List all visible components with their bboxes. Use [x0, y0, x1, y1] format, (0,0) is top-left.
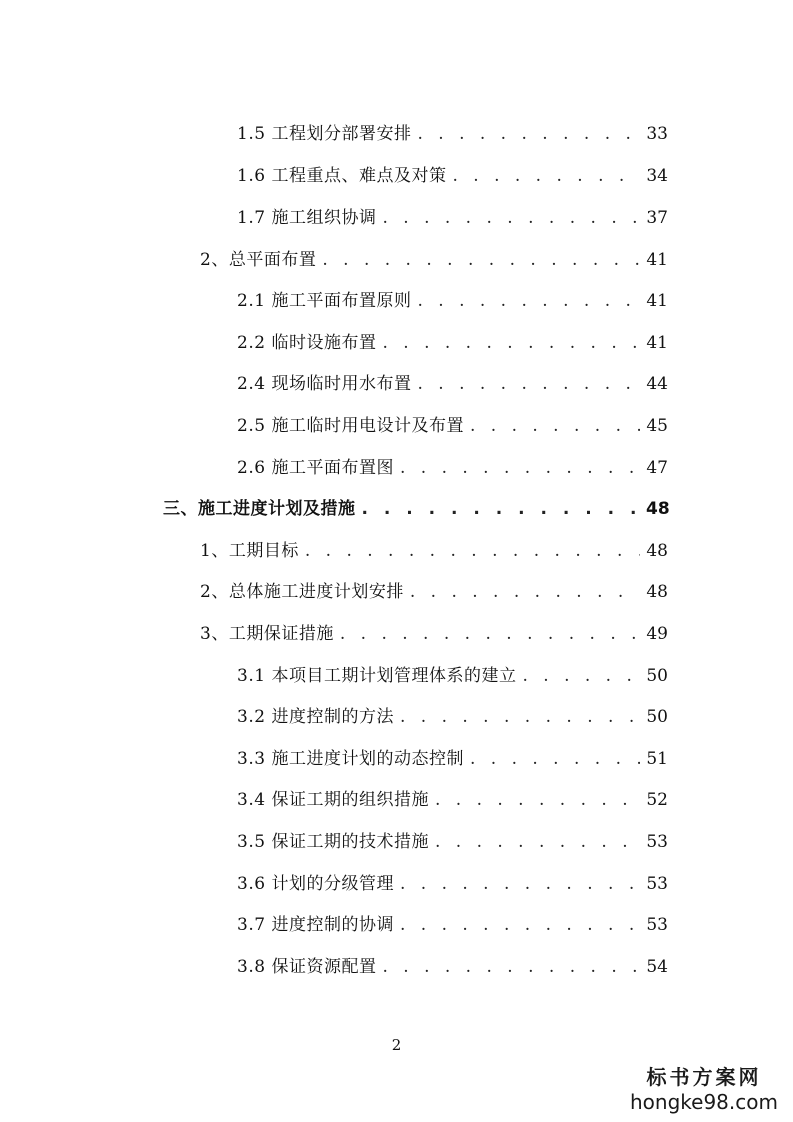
toc-dot-leader — [470, 411, 640, 441]
toc-entry-page: 50 — [646, 707, 668, 727]
toc-entry-page: 49 — [646, 624, 668, 644]
toc-entry-title: 3.6 计划的分级管理 — [237, 874, 394, 894]
toc-entry-page: 53 — [646, 832, 668, 852]
toc-entry-title: 3.3 施工进度计划的动态控制 — [237, 749, 464, 769]
toc-entry — [237, 952, 668, 982]
toc-entry-page: 53 — [646, 874, 668, 894]
toc-entry — [237, 910, 668, 940]
toc-entry-title: 2.4 现场临时用水布置 — [237, 374, 412, 394]
toc-dot-leader — [452, 161, 640, 191]
toc-entry — [237, 744, 668, 774]
toc-entry-page: 41 — [646, 250, 668, 270]
toc-entry — [237, 785, 668, 815]
toc-entry — [237, 161, 668, 191]
toc-entry-title: 2.6 施工平面布置图 — [237, 458, 394, 478]
toc-entry — [237, 203, 668, 233]
toc-entry-title: 1.6 工程重点、难点及对策 — [237, 166, 447, 186]
toc-dot-leader — [400, 453, 640, 483]
toc-entry-page: 53 — [646, 915, 668, 935]
watermark-chinese-text: 标书方案网 — [646, 1065, 762, 1089]
toc-entry-page: 44 — [646, 374, 668, 394]
toc-entry-title: 3.1 本项目工期计划管理体系的建立 — [237, 666, 517, 686]
toc-entry — [237, 411, 668, 441]
toc-entry-title: 2、总平面布置 — [200, 250, 317, 270]
toc-entry — [237, 369, 668, 399]
toc-entry — [200, 577, 668, 607]
toc-entry-title: 1、工期目标 — [200, 541, 299, 561]
toc-dot-leader — [382, 203, 640, 233]
toc-dot-leader — [435, 827, 640, 857]
toc-entry-title: 3.4 保证工期的组织措施 — [237, 790, 429, 810]
toc-entry-page: 34 — [646, 166, 668, 186]
toc-entry-page: 48 — [646, 541, 668, 561]
toc-entry-title: 2.1 施工平面布置原则 — [237, 291, 412, 311]
toc-dot-leader — [417, 369, 640, 399]
toc-entry — [200, 245, 668, 275]
toc-dot-leader — [340, 619, 640, 649]
toc-dot-leader — [400, 702, 640, 732]
toc-entry-title: 3.5 保证工期的技术措施 — [237, 832, 429, 852]
toc-entry-page: 48 — [646, 499, 670, 519]
toc-dot-leader — [322, 245, 640, 275]
toc-entry — [237, 453, 668, 483]
toc-entry — [237, 702, 668, 732]
toc-entry-title: 3.7 进度控制的协调 — [237, 915, 394, 935]
toc-entry — [200, 536, 668, 566]
toc-dot-leader — [400, 910, 640, 940]
toc-entry-page: 48 — [646, 582, 668, 602]
toc-dot-leader — [417, 119, 640, 149]
toc-entry-title: 2、总体施工进度计划安排 — [200, 582, 404, 602]
toc-dot-leader — [382, 328, 640, 358]
toc-dot-leader — [470, 744, 640, 774]
toc-entry-title: 1.5 工程划分部署安排 — [237, 124, 412, 144]
toc-entry — [237, 328, 668, 358]
toc-entry-page: 33 — [646, 124, 668, 144]
toc-entry-title: 2.2 临时设施布置 — [237, 333, 377, 353]
toc-entry-page: 54 — [646, 957, 668, 977]
toc-entry — [237, 119, 668, 149]
toc-entry — [237, 869, 668, 899]
toc-entry-title: 2.5 施工临时用电设计及布置 — [237, 416, 464, 436]
watermark-logo — [629, 1064, 779, 1114]
toc-entry-title: 1.7 施工组织协调 — [237, 208, 377, 228]
watermark-url-text: hongke98.com — [630, 1090, 778, 1114]
toc-dot-leader — [410, 577, 640, 607]
toc-entry — [237, 286, 668, 316]
toc-dot-leader — [305, 536, 640, 566]
toc-entry — [237, 661, 668, 691]
page-number: 2 — [391, 1036, 402, 1054]
toc-entry-page: 47 — [646, 458, 668, 478]
toc-chapter-entry — [163, 494, 668, 524]
toc-entry-page: 45 — [646, 416, 668, 436]
toc-entry-title: 三、施工进度计划及措施 — [163, 499, 356, 519]
toc-dot-leader — [435, 785, 640, 815]
toc-entry-page: 41 — [646, 291, 668, 311]
toc-entry — [237, 827, 668, 857]
toc-entry-page: 50 — [646, 666, 668, 686]
toc-entry-page: 52 — [646, 790, 668, 810]
toc-entry-title: 3.8 保证资源配置 — [237, 957, 377, 977]
toc-entry-page: 51 — [646, 749, 668, 769]
toc-dot-leader — [522, 661, 640, 691]
toc-entry-title: 3、工期保证措施 — [200, 624, 334, 644]
toc-dot-leader — [362, 494, 641, 524]
toc-entry — [200, 619, 668, 649]
toc-entry-page: 37 — [646, 208, 668, 228]
toc-dot-leader — [400, 869, 640, 899]
toc-dot-leader — [417, 286, 640, 316]
toc-entry-title: 3.2 进度控制的方法 — [237, 707, 394, 727]
toc-dot-leader — [382, 952, 640, 982]
toc-entry-page: 41 — [646, 333, 668, 353]
